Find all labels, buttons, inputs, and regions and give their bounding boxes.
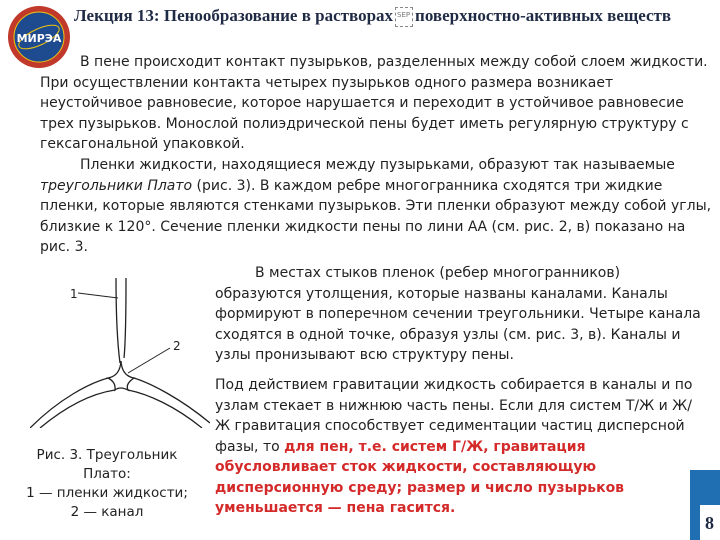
paragraph-4-highlight: для пен, т.е. систем Г/Ж, гравитация обусловливает сток жидкости, составляющую дисперсионную среду; размер и число пузырьков уменьшается — пена гасится.	[215, 438, 625, 516]
film-left-upper	[30, 378, 108, 428]
paragraph-1	[40, 52, 712, 155]
title-part-1: Лекция 13: Пенообразование в растворах	[74, 6, 394, 25]
plateau-term: треугольники Плато	[40, 177, 193, 194]
caption-line-2: 1 — пленки жидкости;	[26, 485, 188, 501]
paragraph-3-text: В местах стыков пленок (ребер многогранников) образуются утолщения, которые названы каналами. Каналы формируют в поперечном сечении треугольники. Четыре канала сходятся в одной точке, образуя узлы (см. рис. 3, в). Каналы и узлы пронизывают всю структуру пены.	[215, 265, 701, 363]
slide-title	[74, 6, 714, 27]
caption-line-3: 2 — канал	[70, 504, 144, 520]
film-right-upper	[134, 378, 210, 423]
plateau-channel	[108, 361, 134, 390]
figure-label-2: 2	[173, 339, 181, 353]
paragraph-4-start: Под действием гравитации жидкость собирается в каналы и по узлам стекает в нижнюю часть пены. Если для систем Т/Ж и Ж/Ж гравитация способствует седиментации частиц дисперсной фазы, то	[215, 377, 693, 455]
figure-caption	[22, 446, 192, 522]
leader-line-2	[128, 348, 170, 373]
logo-text: МИРЭА	[16, 32, 62, 45]
plateau-triangle-figure	[30, 278, 210, 428]
paragraph-4	[215, 375, 695, 519]
paragraph-2-rest: (рис. 3). В каждом ребре многогранника сходятся три жидкие пленки, которые являются стенками пузырьков. Эти пленки образуют между собой углы, близкие к 120°. Сечение пленки жидкости пены по лини АА (см. рис. 2, в) показано на рис. 3.	[40, 177, 712, 255]
paragraph-3	[215, 263, 705, 366]
separator-glyph-icon: SEP	[395, 7, 413, 27]
leader-line-1	[78, 293, 118, 298]
page-number: 8	[705, 513, 714, 533]
caption-line-1: Рис. 3. Треугольник Плато:	[36, 447, 178, 482]
film-top	[116, 278, 120, 363]
paragraph-2	[40, 155, 712, 258]
figure-label-1: 1	[70, 287, 78, 301]
paragraph-1-text: В пене происходит контакт пузырьков, разделенных между собой слоем жидкости. При осуществлении контакта четырех пузырьков одного размера возникает неустойчивое равновесие, которое нарушается и переходит в устойчивое равновесие трех пузырьков. Монослой полиэдрической пены будет иметь регулярную структуру с гексагональной упаковкой.	[40, 54, 708, 152]
paragraph-2-start: Пленки жидкости, находящиеся между пузырьками, образуют так называемые	[80, 157, 675, 173]
title-part-2: поверхностно-активных веществ	[415, 6, 672, 25]
film-top-right	[124, 278, 126, 358]
